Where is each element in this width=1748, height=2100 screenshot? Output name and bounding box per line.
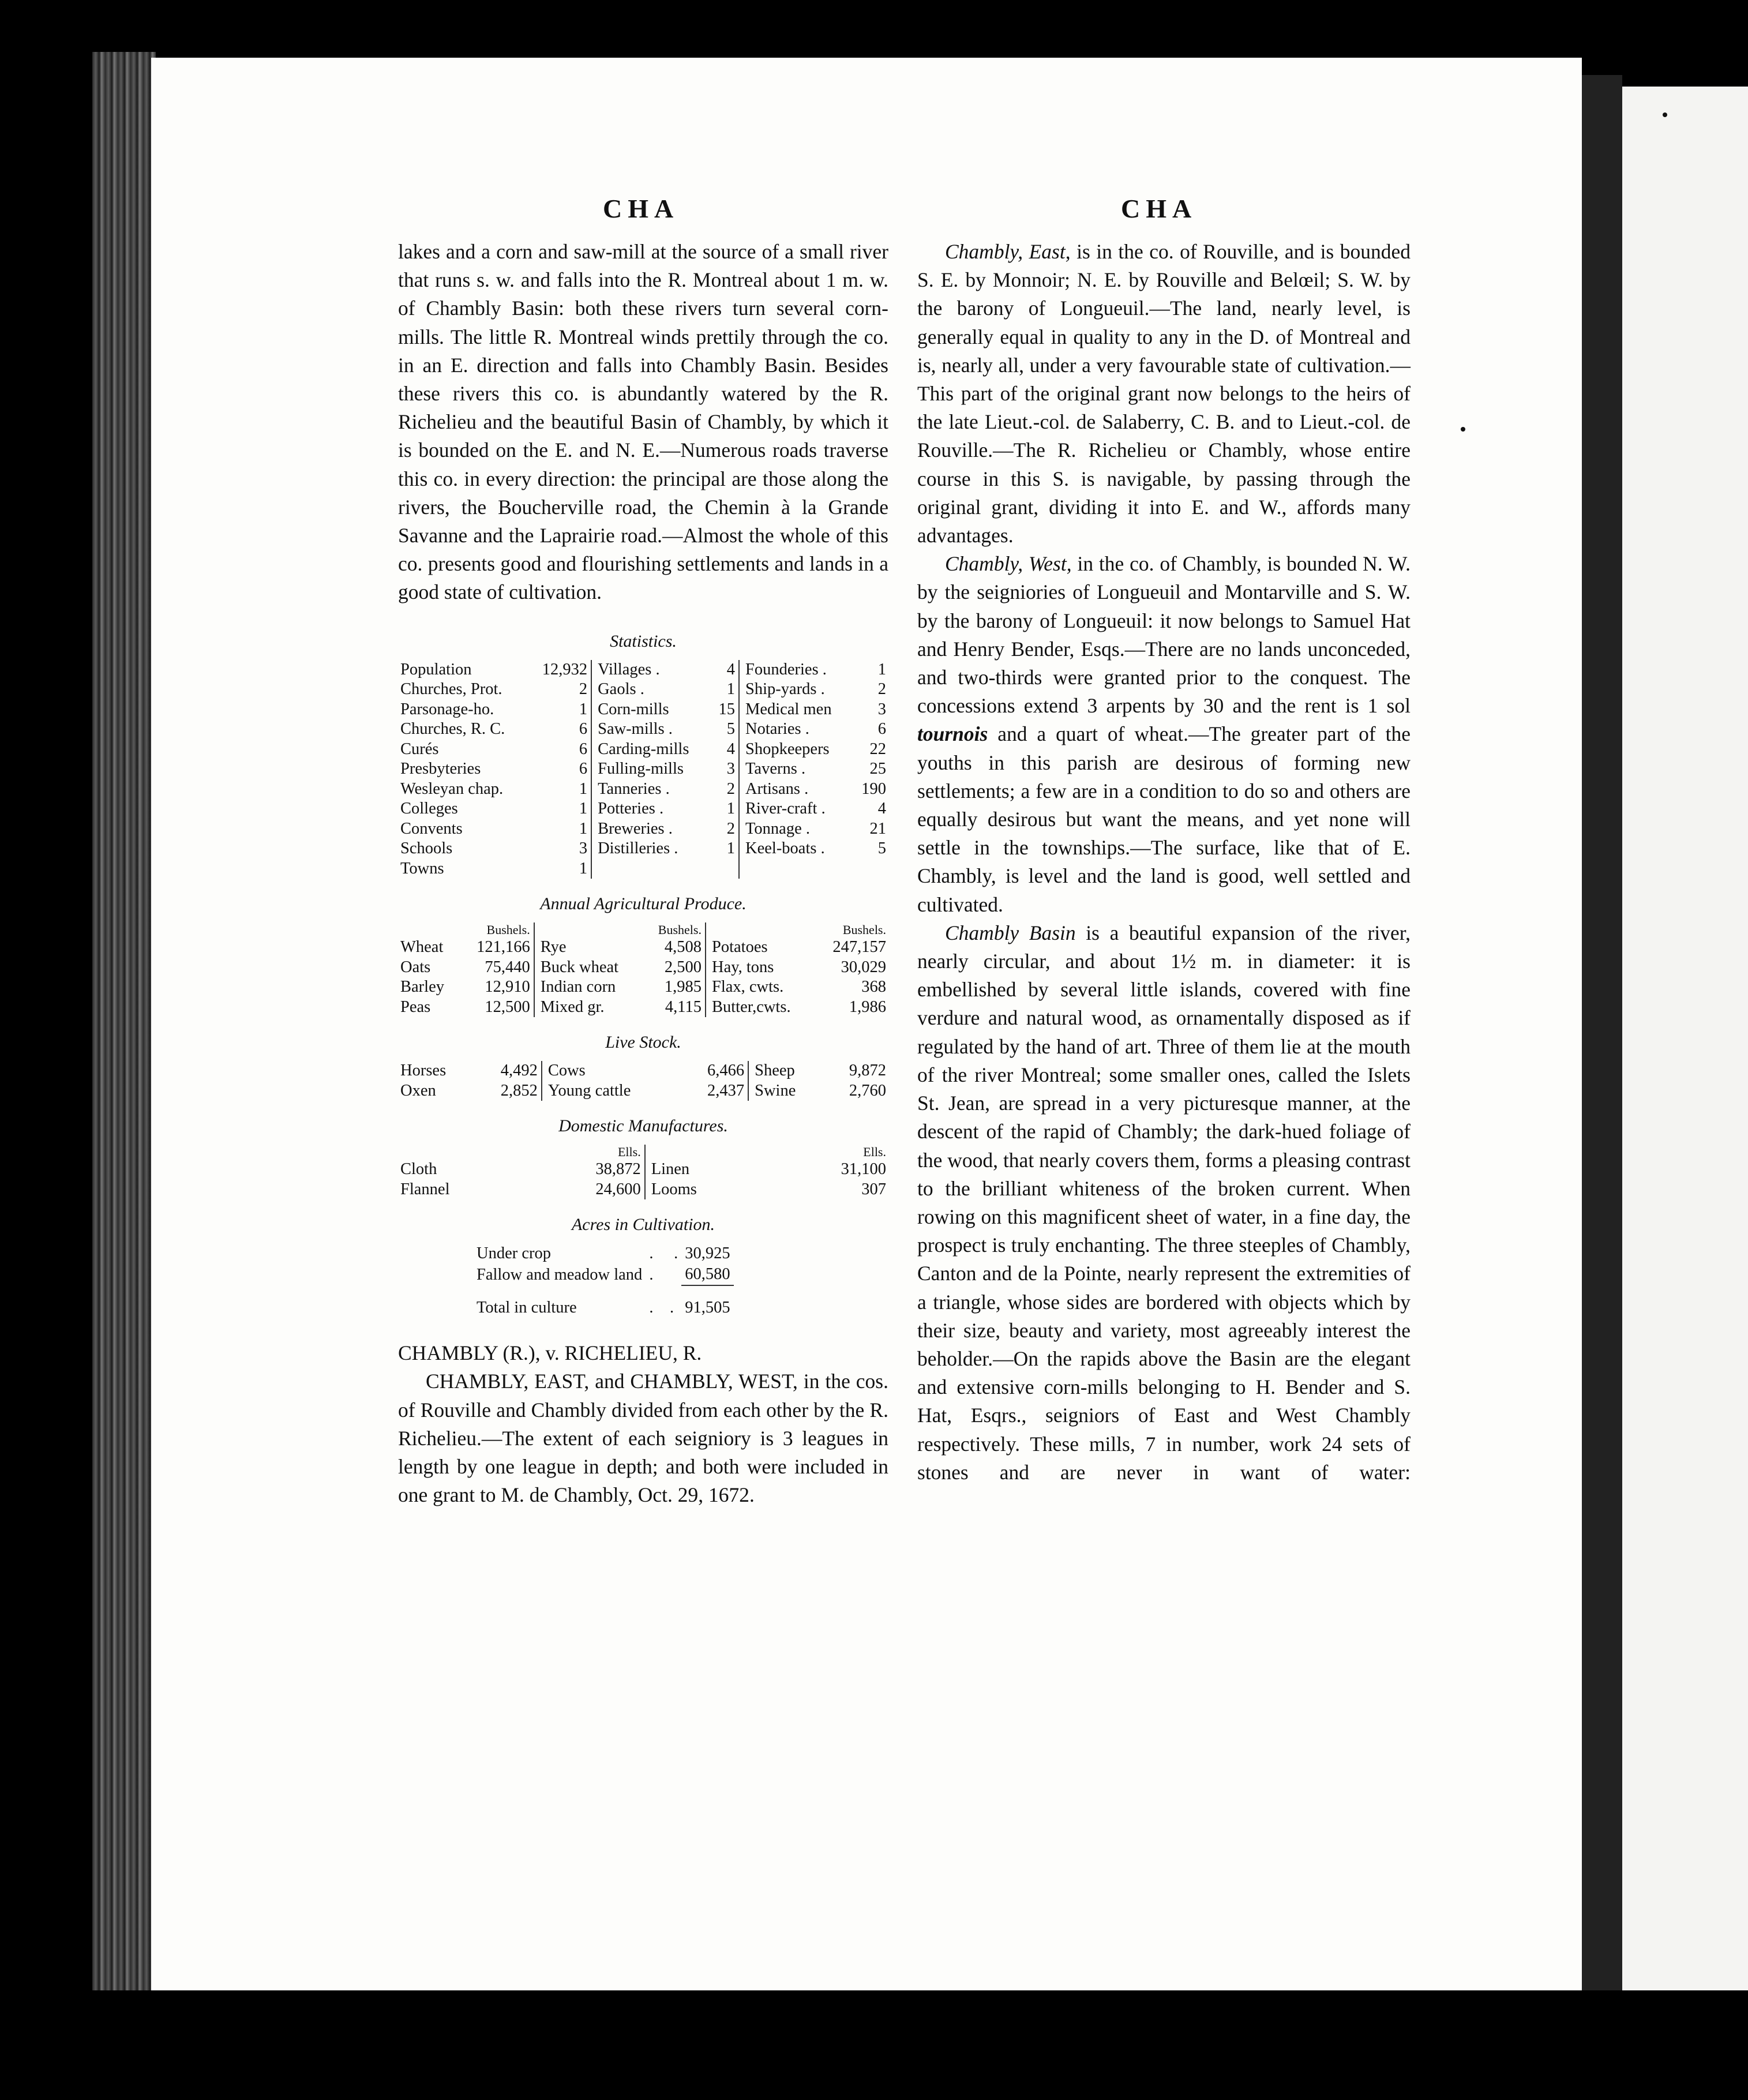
stat-value: 4 bbox=[877, 800, 886, 818]
livestock-label: Horses bbox=[400, 1062, 447, 1080]
stat-value: 15 bbox=[712, 700, 740, 720]
stat-label: Population bbox=[400, 660, 472, 678]
stat-value: 5 bbox=[877, 839, 886, 858]
stat-label: Parsonage-ho. bbox=[400, 700, 494, 718]
stat-label: Corn-mills bbox=[598, 700, 669, 718]
stat-label: Ship-yards . bbox=[745, 680, 825, 699]
manufactures-value: 31,100 bbox=[841, 1160, 886, 1179]
unit-label: Bushels. bbox=[459, 922, 534, 937]
unit-label: Ells. bbox=[863, 1145, 886, 1160]
stat-value: 1 bbox=[530, 700, 591, 720]
livestock-value: 2,852 bbox=[475, 1081, 542, 1101]
manufactures-table bbox=[398, 1145, 888, 1199]
produce-row bbox=[398, 977, 888, 997]
paragraph-chambly-east bbox=[917, 238, 1411, 550]
stat-value: 2 bbox=[712, 779, 740, 800]
stat-value bbox=[853, 859, 888, 879]
produce-heading: Annual Agricultural Produce. bbox=[540, 894, 747, 914]
stat-label: Artisans . bbox=[745, 779, 809, 798]
manufactures-label: Linen bbox=[651, 1160, 690, 1179]
stat-label: Notaries . bbox=[745, 720, 809, 738]
manufactures-value: 307 bbox=[861, 1180, 886, 1198]
statistics-row bbox=[398, 660, 888, 680]
speck-mark bbox=[1461, 427, 1465, 432]
stat-value: 6 bbox=[530, 719, 591, 740]
manufactures-row bbox=[398, 1180, 888, 1200]
produce-label: Wheat bbox=[400, 938, 444, 957]
statistics-row bbox=[398, 799, 888, 819]
produce-value: 1,986 bbox=[849, 997, 886, 1016]
paragraph-text: is in the co. of Rouville, and is bounded S. E. by Monnoir; N. E. by Rouville and Belœil; S. W. by the barony of Longueuil.—The land, nearly level, is generally equal in quality to any in the D. of Montreal and is, nearly all, under a very favourable state of cultivation.—This part of the original grant now belongs to the heirs of the late Lieut.-col. de Salaberry, C. B. and to Lieut.-col. de Rouville.—The R. Richelieu or Chambly, whose entire course in this S. is navigable, by passing through the original grant, dividing it into E. and W., affords many advantages. bbox=[917, 240, 1411, 548]
stat-value: 21 bbox=[869, 819, 886, 838]
paragraph-text: and a quart of wheat.—The greater part of the youths in this parish are desirous of forming new settlements; a few are in a condition to do so and others are equally desirous but want the means, and yet none will settle in the townships.—The surface, like that of E. Chambly, is level and the land is good, well settled and cultivated. bbox=[917, 722, 1411, 916]
entry-title: Chambly, East, bbox=[945, 240, 1071, 263]
entry-chambly-east-west: CHAMBLY, EAST, and CHAMBLY, WEST, in the cos. of Rouville and Chambly divided from each other by the R. Richelieu.—The extent of each seigniory is 3 leagues in length by one league in depth; and both were included in one grant to M. de Chambly, Oct. 29, 1672. bbox=[398, 1370, 888, 1507]
stat-label: River-craft . bbox=[745, 800, 826, 818]
stat-label: Tanneries . bbox=[598, 779, 670, 798]
stat-value: 6 bbox=[530, 759, 591, 779]
entry-title: Chambly, West, bbox=[945, 552, 1072, 576]
statistics-row bbox=[398, 680, 888, 700]
produce-label: Buck wheat bbox=[540, 958, 619, 976]
unit-label: Ells. bbox=[524, 1145, 645, 1160]
livestock-row bbox=[398, 1081, 888, 1101]
livestock-row bbox=[398, 1061, 888, 1081]
acres-label: Under crop bbox=[477, 1244, 551, 1263]
stat-label: Shopkeepers bbox=[745, 740, 830, 758]
stat-label: Breweries . bbox=[598, 819, 673, 838]
livestock-label: Swine bbox=[755, 1081, 796, 1100]
stat-value: 1 bbox=[530, 799, 591, 819]
stat-value bbox=[712, 859, 740, 879]
stat-label bbox=[591, 859, 711, 879]
stat-label: Medical men bbox=[745, 700, 832, 718]
produce-value: 4,508 bbox=[643, 937, 706, 958]
unit-label: Bushels. bbox=[643, 922, 706, 937]
produce-label: Rye bbox=[540, 938, 567, 957]
livestock-value: 9,872 bbox=[849, 1062, 886, 1080]
stat-label: Churches, R. C. bbox=[400, 720, 505, 738]
stat-label: Churches, Prot. bbox=[400, 680, 502, 699]
stat-value: 1 bbox=[712, 680, 740, 700]
running-head-left: CHA bbox=[603, 194, 680, 223]
produce-label: Hay, tons bbox=[711, 958, 774, 976]
paragraph-chambly-west bbox=[917, 550, 1411, 919]
manufactures-row bbox=[398, 1160, 888, 1180]
stat-value: 2 bbox=[877, 680, 886, 699]
livestock-label: Young cattle bbox=[547, 1081, 631, 1100]
stat-value: 4 bbox=[712, 660, 740, 680]
manufactures-value: 38,872 bbox=[524, 1160, 645, 1180]
stat-value: 25 bbox=[869, 760, 886, 778]
stat-value: 190 bbox=[861, 779, 886, 798]
stat-label: Distilleries . bbox=[598, 839, 678, 858]
stat-value: 3 bbox=[712, 759, 740, 779]
statistics-row bbox=[398, 859, 888, 879]
acres-total-value: 91,505 bbox=[685, 1299, 730, 1317]
produce-row bbox=[398, 997, 888, 1018]
entry-chambly-river: CHAMBLY (R.), v. RICHELIEU, R. bbox=[398, 1341, 702, 1365]
produce-row bbox=[398, 937, 888, 958]
stat-label: Colleges bbox=[400, 800, 458, 818]
livestock-value: 6,466 bbox=[682, 1061, 748, 1081]
stat-label bbox=[739, 859, 853, 879]
produce-label: Potatoes bbox=[711, 938, 768, 957]
stat-label: Tonnage . bbox=[745, 819, 810, 838]
continued-paragraph: lakes and a corn and saw-mill at the source of a small river that runs s. w. and falls into the R. Montreal about 1 m. w. of Chambly Basin: both these rivers turn several corn-mills. The little R. Montreal winds prettily through the co. in an E. direction and falls into Chambly Basin. Besides these rivers this co. is abundantly watered by the R. Richelieu and the beautiful Basin of Chambly, by which it is bounded on the E. and N. E.—Numerous roads traverse this co. in every direction: the principal are those along the rivers, the Boucherville road, the Chemin à la Grande Savanne and the Laprairie road.—Almost the whole of this co. presents good and flourishing settlements and lands in a good state of cultivation. bbox=[398, 240, 888, 604]
statistics-row bbox=[398, 700, 888, 720]
produce-value: 4,115 bbox=[643, 997, 706, 1018]
facing-page-edge bbox=[1622, 87, 1748, 1990]
acres-label: Fallow and meadow land bbox=[477, 1265, 643, 1284]
paragraph-chambly-basin bbox=[917, 919, 1411, 1487]
manufactures-label: Looms bbox=[651, 1180, 697, 1198]
statistics-row bbox=[398, 839, 888, 859]
stat-label: Saw-mills . bbox=[598, 720, 673, 738]
paragraph-text: in the co. of Chambly, is bounded N. W. by the seigniories of Longueuil and Montarville and S. W. by the barony of Longueuil: it now belongs to Samuel Hat and Henry Bender, Esqs.—There are no lands unconceded, and two-thirds were granted prior to the conquest. The concessions extend 3 arpents by 30 and the rent is 1 sol bbox=[917, 552, 1411, 718]
stat-value: 1 bbox=[530, 779, 591, 800]
livestock-label: Sheep bbox=[755, 1062, 795, 1080]
livestock-value: 4,492 bbox=[475, 1061, 542, 1081]
livestock-label: Cows bbox=[547, 1062, 586, 1080]
stat-label: Convents bbox=[400, 819, 463, 838]
produce-value: 247,157 bbox=[832, 938, 886, 957]
left-column bbox=[398, 238, 888, 1509]
statistics-row bbox=[398, 719, 888, 740]
manufactures-heading: Domestic Manufactures. bbox=[558, 1116, 728, 1136]
livestock-heading: Live Stock. bbox=[605, 1033, 681, 1052]
statistics-row bbox=[398, 740, 888, 760]
stat-value: 6 bbox=[877, 720, 886, 738]
stat-value: 1 bbox=[712, 839, 740, 859]
stat-label: Carding-mills bbox=[598, 740, 689, 758]
manufactures-value: 24,600 bbox=[524, 1180, 645, 1200]
livestock-value: 2,437 bbox=[682, 1081, 748, 1101]
statistics-table bbox=[398, 660, 888, 879]
stat-value: 22 bbox=[869, 740, 886, 758]
stat-label: Founderies . bbox=[745, 660, 827, 678]
produce-label: Indian corn bbox=[540, 978, 616, 996]
stat-value: 1 bbox=[530, 859, 591, 879]
stat-label: Taverns . bbox=[745, 760, 806, 778]
stat-label: Wesleyan chap. bbox=[400, 779, 504, 798]
produce-label: Flax, cwts. bbox=[711, 978, 784, 996]
stat-label: Towns bbox=[400, 859, 444, 877]
manufactures-label: Cloth bbox=[400, 1160, 437, 1179]
produce-value: 12,500 bbox=[459, 997, 534, 1018]
acres-table: Under crop . . 30,925 Fallow and meadow land . 60,580 Total in culture . . 91,505 bbox=[473, 1243, 734, 1318]
stat-label: Presbyteries bbox=[400, 760, 481, 778]
acres-total-label: Total in culture bbox=[477, 1298, 577, 1317]
livestock-label: Oxen bbox=[400, 1081, 436, 1100]
produce-value: 1,985 bbox=[643, 977, 706, 997]
stat-value: 1 bbox=[877, 660, 886, 678]
livestock-value: 2,760 bbox=[849, 1081, 886, 1100]
livestock-table bbox=[398, 1061, 888, 1101]
stat-label: Curés bbox=[400, 740, 439, 758]
stat-label: Fulling-mills bbox=[598, 760, 684, 778]
stat-label: Gaols . bbox=[598, 680, 644, 699]
stat-label: Keel-boats . bbox=[745, 839, 825, 858]
entry-title: Chambly Basin bbox=[945, 921, 1076, 944]
produce-value: 2,500 bbox=[643, 958, 706, 978]
stat-value: 2 bbox=[530, 680, 591, 700]
stat-value: 12,932 bbox=[530, 660, 591, 680]
stat-value: 3 bbox=[530, 839, 591, 859]
produce-label: Butter,cwts. bbox=[711, 997, 791, 1016]
stat-value: 1 bbox=[712, 799, 740, 819]
speck-mark bbox=[1663, 112, 1667, 117]
stat-label: Potteries . bbox=[598, 800, 664, 818]
statistics-row bbox=[398, 779, 888, 800]
unit-label: Bushels. bbox=[842, 922, 886, 937]
statistics-row bbox=[398, 759, 888, 779]
book-spine bbox=[92, 52, 156, 1990]
acres-value: 30,925 bbox=[685, 1244, 730, 1263]
produce-value: 30,029 bbox=[841, 958, 886, 976]
stat-value: 2 bbox=[712, 819, 740, 839]
stat-label: Villages . bbox=[598, 660, 660, 678]
produce-value: 75,440 bbox=[459, 958, 534, 978]
manufactures-label: Flannel bbox=[400, 1180, 450, 1198]
stat-value: 6 bbox=[530, 740, 591, 760]
acres-heading: Acres in Cultivation. bbox=[571, 1215, 715, 1235]
produce-value: 121,166 bbox=[459, 937, 534, 958]
produce-value: 12,910 bbox=[459, 977, 534, 997]
produce-value: 368 bbox=[861, 978, 886, 996]
italic-term: tournois bbox=[917, 722, 988, 746]
page-gutter bbox=[1582, 75, 1622, 1990]
produce-label: Mixed gr. bbox=[540, 997, 605, 1016]
running-head-right: CHA bbox=[1121, 194, 1198, 223]
produce-row bbox=[398, 958, 888, 978]
stat-value: 3 bbox=[877, 700, 886, 718]
acres-value: 60,580 bbox=[681, 1264, 733, 1285]
stat-value: 1 bbox=[530, 819, 591, 839]
produce-table bbox=[398, 922, 888, 1017]
statistics-row bbox=[398, 819, 888, 839]
produce-label: Peas bbox=[400, 997, 431, 1016]
produce-label: Oats bbox=[400, 958, 431, 976]
stat-value: 5 bbox=[712, 719, 740, 740]
stat-label: Schools bbox=[400, 839, 453, 858]
right-column bbox=[917, 238, 1411, 1487]
stat-value: 4 bbox=[712, 740, 740, 760]
paragraph-text: is a beautiful expansion of the river, nearly circular, and about 1½ m. in diameter: it is embellished by several little islands, covered with fine verdure and natural wood, as ornamentally disposed as if regulated by the hand of art. Three of them lie at the mouth of the river Montreal; some smaller ones, called the Islets St. Jean, are spread in a very picturesque manner, at the descent of the rapid of Chambly; the dark-hued foliage of the wood, that nearly covers them, forms a pleasing contrast to the brilliant whiteness of the broken current. When rowing on this magnificent sheet of water, in a fine day, the prospect is truly enchanting. The three steeples of Chambly, Canton and de la Pointe, nearly represent the extremities of a triangle, whose sides are bordered with objects which by their size, beauty and variety, most agreeably interest the beholder.—On the rapids above the Basin are the elegant and extensive corn-mills belonging to H. Bender and S. Hat, Esqrs., seigniors of East and West Chambly respectively. These mills, 7 in number, work 24 sets of stones and are never in want of water: bbox=[917, 921, 1411, 1484]
statistics-heading: Statistics. bbox=[610, 631, 677, 651]
produce-label: Barley bbox=[400, 978, 444, 996]
